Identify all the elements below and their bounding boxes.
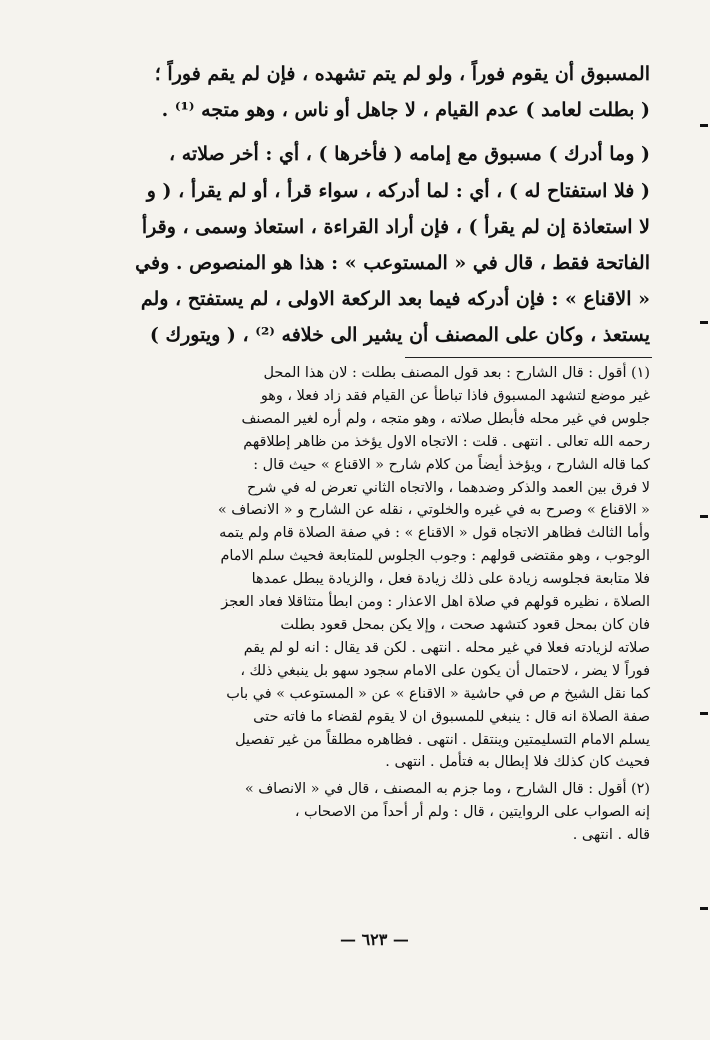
main-text-line: ( بطلت لعامد ) عدم القيام ، لا جاهل أو ناس ، وهو متجه ⁽¹⁾ . [161, 99, 650, 122]
footnote-separator [405, 357, 652, 358]
footnote-line: وأما الثالث فظاهر الاتجاه قول « الاقناع » : في صفة الصلاة قام ولم يتمه [219, 525, 650, 542]
footnote-line: لا فرق بين العمد والذكر وضدهما ، والاتجاه الثاني تعرض له في شرح [247, 479, 650, 496]
main-body-text [60, 56, 650, 354]
footnote-line: الصلاة ، نظيره قولهم في صلاة اهل الاعذار : ومن ابطأ متثاقلا فعاد العجز [221, 594, 650, 611]
main-text-line: « الاقناع » : فإن أدركه فيما بعد الركعة الاولى ، لم يستفتح ، ولم [140, 288, 650, 311]
main-text-line: الفاتحة فقط ، قال في « المستوعب » : هذا هو المنصوص . وفي [135, 252, 650, 275]
main-text-line: ( فلا استفتاح له ) ، أي : لما أدركه ، سواء قرأ ، أو لم يقرأ ، ( و [146, 179, 650, 202]
footnote-line: غير موضع لتشهد المسبوق فاذا تباطأ عن القيام فقد زاد فعلا ، وهو [260, 387, 650, 404]
footnote-line: قاله . انتهى . [572, 827, 650, 844]
main-text-line: لا استعاذة إن لم يقرأ ) ، فإن أراد القراءة ، استعاذ وسمى ، وقرأ [141, 215, 650, 238]
page-number: — ٦٢٣ — [340, 930, 409, 949]
margin-tick-mark [700, 321, 708, 324]
margin-tick-mark [700, 712, 708, 715]
footnote-line: فلا متابعة فجلوسه زيادة على ذلك زيادة فعل ، والزيادة يبطل عمدها [251, 571, 650, 588]
footnote-line: (٢) أقول : قال الشارح ، وما جزم به المصنف ، قال في « الانصاف » [244, 781, 650, 798]
main-text-line: يستعذ ، وكان على المصنف أن يشير الى خلافه ⁽²⁾ ، ( ويتورك ) [149, 324, 650, 347]
footnote-line: فحيث كان كذلك فلا إبطال به فتأمل . انتهى . [385, 754, 650, 771]
footnote-line: رحمه الله تعالى . انتهى . قلت : الاتجاه الاول يؤخذ من ظاهر إطلاقهم [243, 433, 650, 450]
footnote-line: جلوس في غير محله فأبطل صلاته ، وهو متجه ، ولم أره لغير المصنف [241, 410, 650, 427]
footnote-line: إنه الصواب على الروايتين ، قال : ولم أر أحداً من الاصحاب ، [294, 804, 650, 821]
footnote-line: فوراً لا يضر ، لاحتمال أن يكون على الامام سجود سهو بل ينبغي ذلك ، [240, 662, 650, 679]
footnotes [60, 362, 650, 847]
margin-tick-mark [700, 124, 708, 127]
footnote-line: (١) أقول : قال الشارح : بعد قول المصنف بطلت : لان هذا المحل [263, 365, 650, 381]
footnote-2 [60, 778, 650, 847]
margin-tick-mark [700, 515, 708, 518]
footnote-line: يسلم الامام التسليمتين وينتقل . انتهى . فظاهره مطلقاً من غير تفصيل [235, 731, 650, 748]
margin-tick-mark [700, 907, 708, 910]
footnote-line: فان كان بمحل قعود كتشهد صحت ، وإلا يكن بمحل قعود بطلت [280, 616, 650, 633]
footnote-line: صفة الصلاة انه قال : ينبغي للمسبوق ان لا يقوم لقضاء ما فاته حتى [253, 708, 650, 725]
footnote-1 [60, 362, 650, 774]
footnote-line: كما قاله الشارح ، ويؤخذ أيضاً من كلام شارح « الاقناع » حيث قال : [253, 456, 650, 473]
footnote-line: صلاته لزيادته فعلا في غير محله . انتهى . لكن قد يقال : انه لو لم يقم [243, 639, 650, 656]
footnote-line: « الاقناع » وصرح به في غيره والخلوتي ، نقله عن الشارح و « الانصاف » [217, 502, 650, 519]
main-text-line: المسبوق أن يقوم فوراً ، ولو لم يتم تشهده ، فإن لم يقم فوراً ؛ [154, 63, 650, 85]
footnote-line: الوجوب ، وهو مقتضى قولهم : وجوب الجلوس للمتابعة فحيث سلم الامام [220, 548, 650, 565]
footnote-line: كما نقل الشيخ م ص في حاشية « الاقناع » عن « المستوعب » في باب [226, 685, 650, 702]
main-text-line: ( وما أدرك ) مسبوق مع إمامه ( فأخرها ) ، أي : أخر صلاته ، [168, 143, 650, 166]
